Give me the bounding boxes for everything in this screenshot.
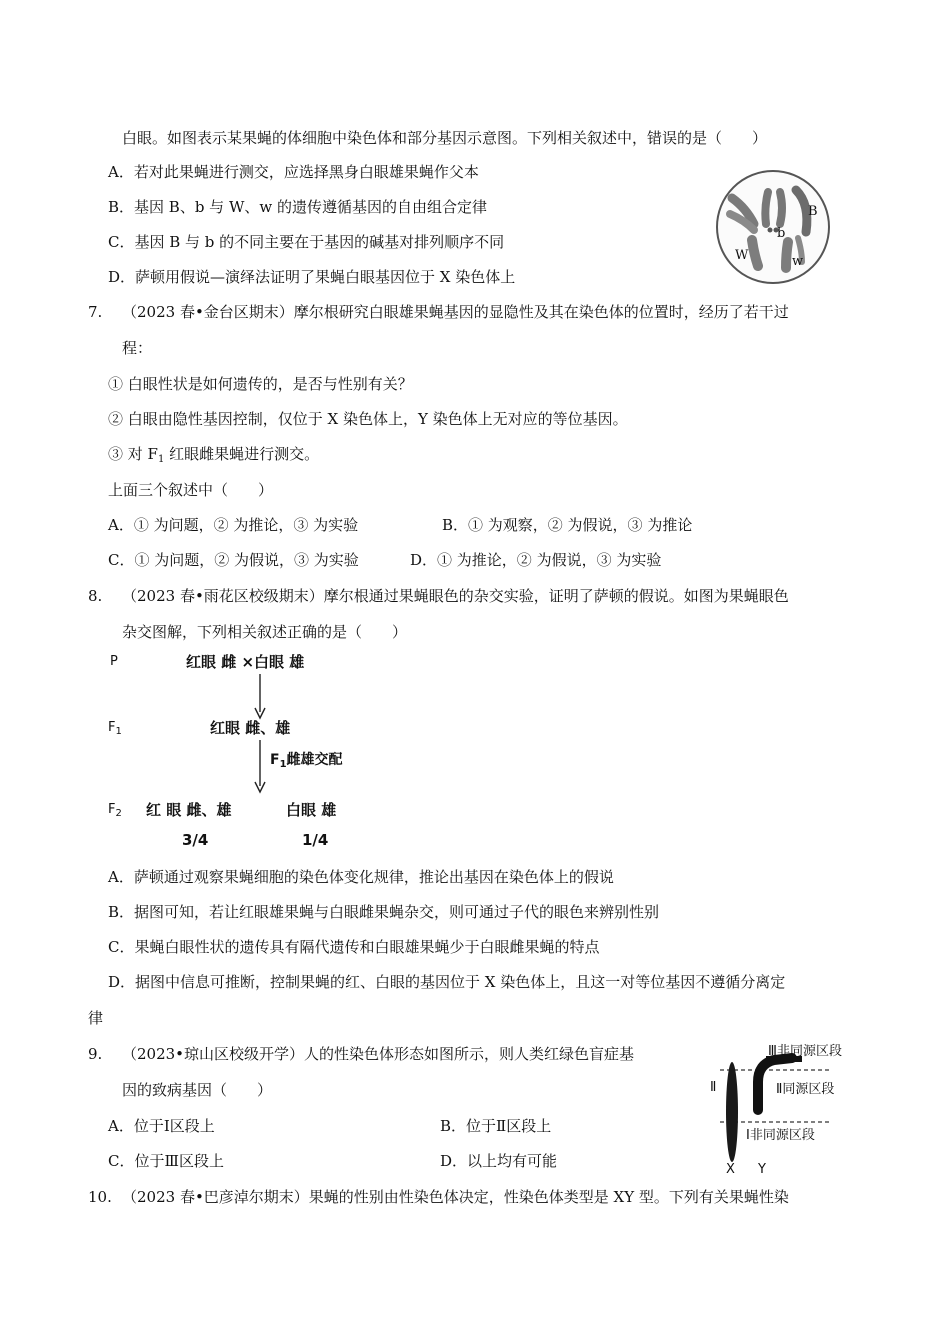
q9-label-Y: Y: [758, 1162, 766, 1177]
arrow-down-icon: [252, 738, 268, 794]
q8-stem-line2: 杂交图解，下列相关叙述正确的是（ ）: [122, 623, 408, 641]
q7-stem-line2: 程：: [122, 339, 153, 357]
q8-option-b[interactable]: B．据图可知，若让红眼雄果蝇与白眼雌果蝇杂交，则可通过子代的眼色来辨别性别: [108, 903, 660, 921]
q6-label-b: b: [777, 226, 786, 241]
q7-stem-line1: （2023 春•金台区期末）摩尔根研究白眼雄果蝇基因的显隐性及其在染色体的位置时，经历了若干过: [122, 303, 789, 321]
q8-number: 8.: [88, 587, 103, 605]
q7-number: 7.: [88, 303, 103, 321]
q6-label-W: W: [735, 248, 749, 263]
q7-option-c[interactable]: C．① 为问题，② 为假说，③ 为实验: [108, 551, 359, 569]
q9-label-II-right: Ⅱ同源区段: [776, 1082, 835, 1097]
q6-label-B: B: [808, 204, 818, 219]
q6-option-a[interactable]: A．若对此果蝇进行测交，应选择黑身白眼雄果蝇作父本: [108, 163, 479, 181]
q9-option-d[interactable]: D．以上均有可能: [440, 1152, 558, 1170]
q9-label-X: X: [726, 1162, 735, 1177]
q10-number: 10.: [88, 1188, 112, 1206]
q9-label-III: Ⅲ非同源区段: [768, 1044, 842, 1059]
diagram-p-label: P: [110, 654, 118, 669]
diagram-p-cross: 红眼 雌 ×白眼 雄: [186, 653, 305, 671]
q7-ask: 上面三个叙述中（ ）: [108, 481, 274, 499]
q7-option-a[interactable]: A．① 为问题，② 为推论，③ 为实验: [108, 516, 359, 534]
q7-option-d[interactable]: D．① 为推论，② 为假说，③ 为实验: [410, 551, 662, 569]
diagram-f1-label: $F_1$: [108, 720, 122, 737]
q9-stem-line2: 因的致病基因（ ）: [122, 1081, 273, 1099]
q6-option-d[interactable]: D．萨顿用假说—演绎法证明了果蝇白眼基因位于 X 染色体上: [108, 268, 516, 286]
q8-option-d[interactable]: D．据图中信息可推断，控制果蝇的红、白眼的基因位于 X 染色体上，且这一对等位基因不遵循分离定: [108, 973, 786, 991]
q9-option-a[interactable]: A．位于Ⅰ区段上: [108, 1117, 215, 1135]
q6-cell-figure: [710, 168, 836, 286]
diagram-ratio-left: 3/4: [182, 831, 209, 849]
q6-option-b[interactable]: B．基因 B、b 与 W、w 的遗传遵循基因的自由组合定律: [108, 198, 487, 216]
diagram-arrow-label: $F_1$雌雄交配: [270, 752, 343, 770]
diagram-ratio-right: 1/4: [302, 831, 329, 849]
q6-option-c[interactable]: C．基因 B 与 b 的不同主要在于基因的碱基对排列顺序不同: [108, 233, 505, 251]
diagram-f1-text: 红眼 雌、雄: [210, 719, 291, 737]
q9-option-c[interactable]: C．位于Ⅲ区段上: [108, 1152, 224, 1170]
q8-option-c[interactable]: C．果蝇白眼性状的遗传具有隔代遗传和白眼雄果蝇少于白眼雌果蝇的特点: [108, 938, 600, 956]
q8-option-d-wrap: 律: [88, 1009, 104, 1027]
q9-label-II-left: Ⅱ: [710, 1080, 717, 1095]
q9-stem-line1: （2023•琼山区校级开学）人的性染色体形态如图所示，则人类红绿色盲症基: [122, 1045, 635, 1063]
q9-label-I: Ⅰ非同源区段: [746, 1128, 815, 1143]
q7-item-2: ② 白眼由隐性基因控制，仅位于 X 染色体上，Y 染色体上无对应的等位基因。: [108, 410, 628, 428]
q6-label-w: w: [792, 254, 804, 269]
q8-option-a[interactable]: A．萨顿通过观察果蝇细胞的染色体变化规律，推论出基因在染色体上的假说: [108, 868, 614, 886]
q7-item-1: ① 白眼性状是如何遗传的，是否与性别有关？: [108, 375, 413, 393]
q7-item-3: ③ 对 $F_1$ 红眼雌果蝇进行测交。: [108, 445, 320, 465]
q7-option-b[interactable]: B．① 为观察，② 为假说，③ 为推论: [442, 516, 693, 534]
q8-cross-diagram: [100, 648, 400, 854]
arrow-down-icon: [252, 672, 268, 720]
diagram-f2-left: 红 眼 雌、雄: [146, 801, 232, 819]
q9-sex-chromosome-figure: [700, 1036, 870, 1186]
q6-stem: 白眼。如图表示某果蝇的体细胞中染色体和部分基因示意图。下列相关叙述中，错误的是（ ）: [122, 129, 768, 147]
q9-option-b[interactable]: B．位于Ⅱ区段上: [440, 1117, 552, 1135]
q8-stem-line1: （2023 春•雨花区校级期末）摩尔根通过果蝇眼色的杂交实验，证明了萨顿的假说。如图为果蝇眼色: [122, 587, 789, 605]
diagram-f2-right: 白眼 雄: [286, 801, 337, 819]
diagram-f2-label: $F_2$: [108, 802, 122, 819]
q9-number: 9.: [88, 1045, 103, 1063]
q10-stem-line1: （2023 春•巴彦淖尔期末）果蝇的性别由性染色体决定，性染色体类型是 XY 型。下列有关果蝇性染: [122, 1188, 789, 1206]
